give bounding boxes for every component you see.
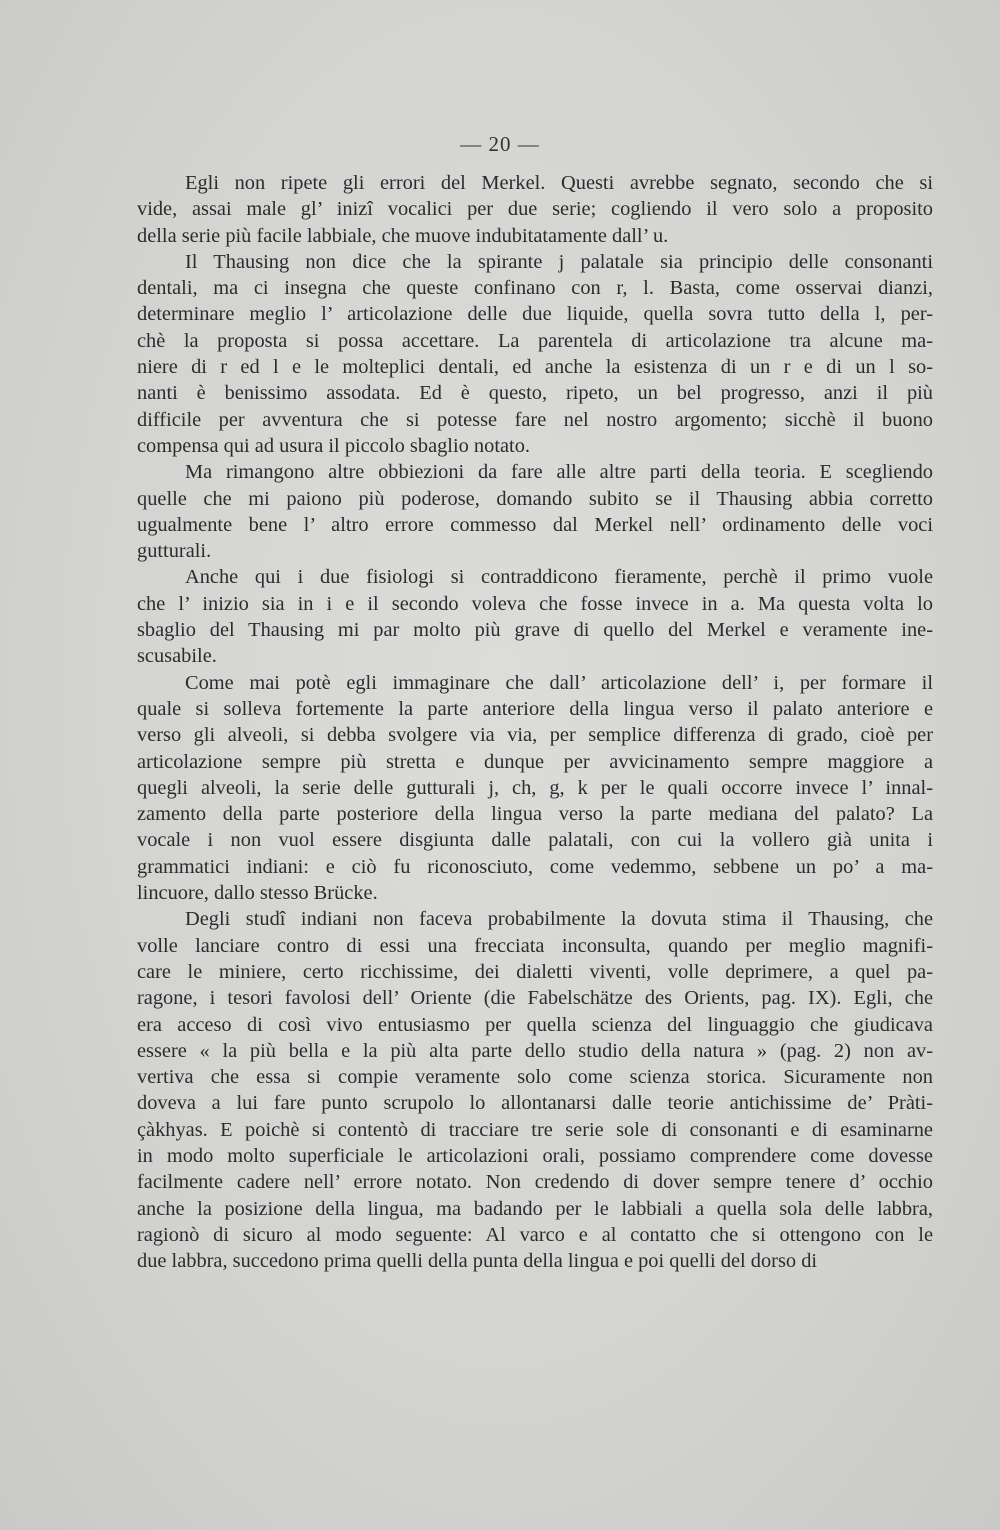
text-line: sbaglio del Thausing mi par molto più grave di quello del Merkel e veramente ine-	[137, 619, 933, 642]
text-line: essere « la più bella e la più alta parte dello studio della natura » (pag. 2) non av-	[137, 1039, 933, 1062]
text-line: niere di r ed l e le molteplici dentali, ed anche la esistenza di un r e di un l so-	[137, 356, 933, 379]
text-line: quegli alveoli, la serie delle gutturali j, ch, g, k per le quali occorre invece l’ innal-	[137, 776, 933, 799]
text-line: grammatici indiani: e ciò fu riconosciuto, come vedemmo, sebbene un po’ a ma-	[137, 855, 933, 878]
text-line: nanti è benissimo assodata. Ed è questo, ripeto, un bel progresso, anzi il più	[137, 382, 933, 405]
text-line: due labbra, succedono prima quelli della punta della lingua e poi quelli del dorso di	[137, 1250, 818, 1273]
text-line: compensa qui ad usura il piccolo sbaglio notato.	[137, 434, 530, 457]
text-line: çàkhyas. E poichè si contentò di tracciare tre serie sole di consonanti e di esaminarne	[137, 1118, 933, 1141]
text-line: difficile per avventura che si potesse fare nel nostro argomento; sicchè il buono	[137, 408, 933, 431]
text-line: era acceso di così vivo entusiasmo per quella scienza del linguaggio che giudicava	[137, 1013, 933, 1036]
text-line: dentali, ma ci insegna che queste confinano con r, l. Basta, come osservai dianzi,	[137, 277, 933, 300]
page-number: — 20 —	[460, 132, 540, 156]
text-line: Degli studî indiani non faceva probabilmente la dovuta stima il Thausing, che	[185, 908, 933, 931]
paragraph	[137, 249, 933, 459]
text-line: gutturali.	[137, 540, 212, 563]
paragraph	[137, 459, 933, 564]
text-line: Anche qui i due fisiologi si contraddicono fieramente, perchè il primo vuole	[185, 566, 933, 589]
text-line: Come mai potè egli immaginare che dall’ articolazione dell’ i, per formare il	[185, 671, 933, 694]
paragraph	[137, 670, 933, 907]
text-line: che l’ inizio sia in i e il secondo voleva che fosse invece in a. Ma questa volta lo	[137, 592, 933, 615]
text-line: quelle che mi paiono più poderose, domando subito se il Thausing abbia corretto	[137, 487, 933, 510]
text-line: chè la proposta si possa accettare. La parentela di articolazione tra alcune ma-	[137, 329, 933, 352]
text-line: vocale i non vuol essere disgiunta dalle palatali, con cui la vollero già unita i	[137, 829, 933, 852]
text-line: zamento della parte posteriore della lingua verso la parte mediana del palato? La	[137, 803, 933, 826]
text-line: ragone, i tesori favolosi dell’ Oriente (die Fabelschätze des Orients, pag. IX). Egli, che	[137, 987, 933, 1010]
text-line: quale si solleva fortemente la parte anteriore della lingua verso il palato anteriore e	[137, 697, 933, 720]
text-line: doveva a lui fare punto scrupolo lo allontanarsi dalle teorie antichissime de’ Pràti-	[137, 1092, 933, 1115]
text-line: vide, assai male gl’ inizî vocalici per due serie; cogliendo il vero solo a proposito	[137, 198, 933, 221]
paragraph	[137, 906, 933, 1274]
text-line: della serie più facile labbiale, che muove indubitatamente dall’ u.	[137, 224, 669, 247]
text-line: ragionò di sicuro al modo seguente: Al varco e al contatto che si ottengono con le	[137, 1223, 933, 1246]
text-line: care le miniere, certo ricchissime, dei dialetti viventi, volle deprimere, a quel pa-	[137, 960, 933, 983]
text-line: Egli non ripete gli errori del Merkel. Questi avrebbe segnato, secondo che si	[185, 172, 933, 194]
text-line: determinare meglio l’ articolazione delle due liquide, quella sovra tutto della l, per-	[137, 303, 933, 326]
text-line: articolazione sempre più stretta e dunque per avvicinamento sempre maggiore a	[137, 750, 933, 773]
paragraph	[137, 170, 933, 249]
text-line: in modo molto superficiale le articolazioni orali, possiamo comprendere come dovesse	[137, 1144, 933, 1167]
text-line: volle lanciare contro di essi una frecciata inconsulta, quando per meglio magnifi-	[137, 934, 933, 957]
text-line: facilmente cadere nell’ errore notato. Non credendo di dover sempre tenere d’ occhio	[137, 1171, 933, 1194]
text-line: Ma rimangono altre obbiezioni da fare alle altre parti della teoria. E scegliendo	[185, 461, 933, 484]
body-text	[137, 170, 933, 1274]
text-line: anche la posizione della lingua, ma badando per le labbiali a quella sola delle labbra,	[137, 1197, 933, 1220]
text-line: Il Thausing non dice che la spirante j palatale sia principio delle consonanti	[185, 250, 933, 273]
text-line: scusabile.	[137, 645, 217, 668]
text-line: verso gli alveoli, si debba svolgere via via, per semplice differenza di grado, cioè per	[137, 724, 933, 747]
paragraph	[137, 564, 933, 669]
text-line: ugualmente bene l’ altro errore commesso dal Merkel nell’ ordinamento delle voci	[137, 513, 933, 536]
text-line: lincuore, dallo stesso Brücke.	[137, 882, 378, 905]
text-line: vertiva che essa si compie veramente solo come scienza storica. Sicuramente non	[137, 1066, 933, 1089]
